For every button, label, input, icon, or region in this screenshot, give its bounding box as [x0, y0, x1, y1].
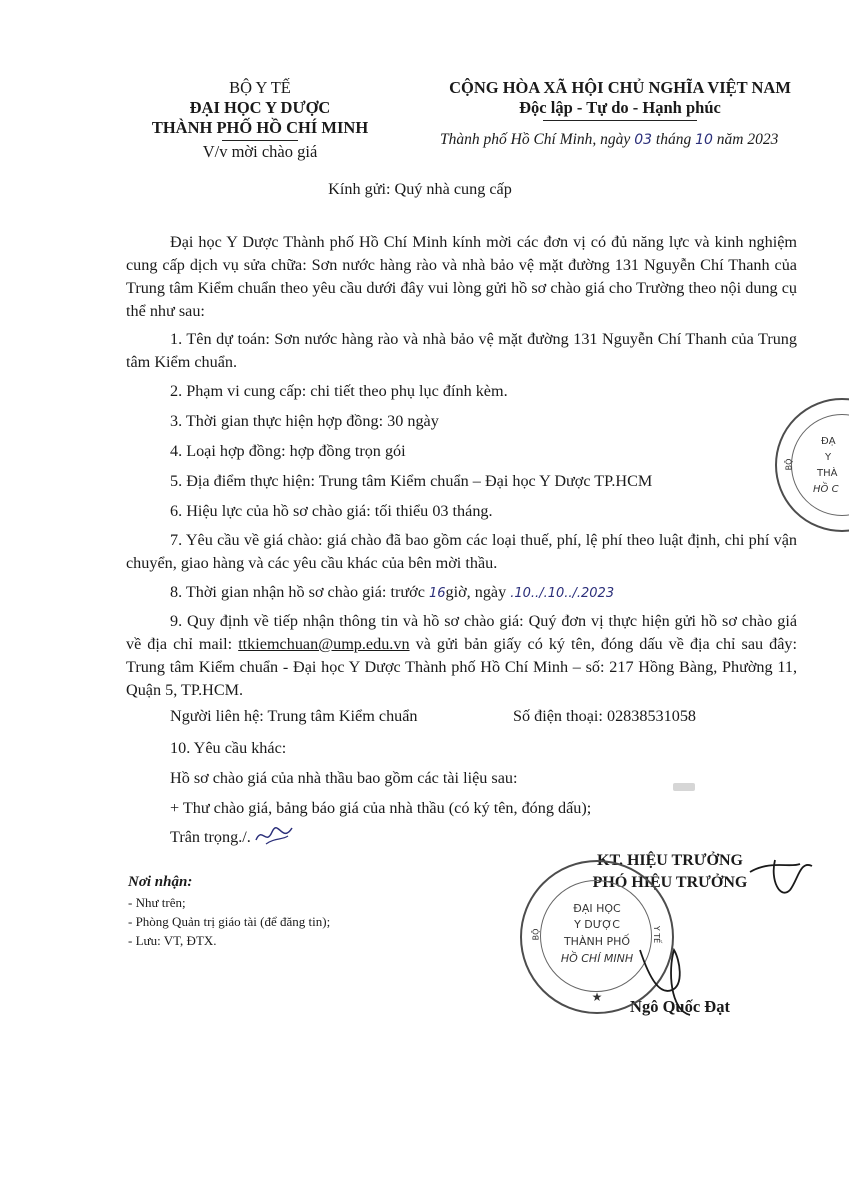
country-name: CỘNG HÒA XÃ HỘI CHỦ NGHĨA VIỆT NAM	[449, 78, 791, 97]
item-9-text-a: 9. Quy định về tiếp nhận thông tin và hồ sơ chào giá: Quý đơn vị thực hiện gửi hồ sơ chào giá về địa chỉ mail:	[126, 612, 797, 653]
date-year: năm 2023	[716, 131, 779, 148]
date-month-handwritten: 10	[695, 132, 713, 148]
item-8-mid: giờ, ngày	[445, 583, 507, 601]
header-divider-left	[222, 140, 298, 141]
stamp-line-4: HỒ CHÍ MINH	[560, 952, 634, 965]
stamp-right-text: Y TẾ	[652, 925, 662, 944]
recipient-line-3: - Lưu: VT, ĐTX.	[128, 933, 217, 948]
item-3: 3. Thời gian thực hiện hợp đồng: 30 ngày	[170, 412, 439, 430]
stamp-line-2: Y DƯỢC	[574, 918, 620, 931]
email-link[interactable]: ttkiemchuan@ump.edu.vn	[238, 635, 410, 653]
greeting: Kính gửi: Quý nhà cung cấp	[328, 180, 512, 198]
item-10-document: + Thư chào giá, bảng báo giá của nhà thầu (có ký tên, đóng dấu);	[170, 799, 592, 817]
edge-stamp-line-4: HỒ C	[813, 484, 839, 495]
stamp-line-1: ĐẠI HỌC	[573, 902, 621, 915]
item-8	[170, 581, 614, 605]
date-prefix: Thành phố Hồ Chí Minh, ngày	[440, 131, 631, 148]
item-8-prefix: 8. Thời gian nhận hồ sơ chào giá: trước	[170, 583, 425, 601]
signature-title-1: KT. HIỆU TRƯỞNG	[597, 852, 743, 869]
header-divider-right	[543, 120, 697, 121]
item-6: 6. Hiệu lực của hồ sơ chào giá: tối thiểu 03 tháng.	[170, 502, 493, 520]
recipient-line-1: - Như trên;	[128, 895, 186, 910]
item-10: 10. Yêu cầu khác:	[170, 739, 287, 757]
star-icon: ★	[591, 990, 603, 1004]
letter-subject: V/v mời chào giá	[202, 142, 318, 161]
edge-stamp-partial	[775, 398, 849, 532]
university-name-line2: THÀNH PHỐ HỒ CHÍ MINH	[151, 118, 369, 137]
item-10-requirement: Hồ sơ chào giá của nhà thầu bao gồm các tài liệu sau:	[170, 769, 518, 787]
contact-phone: Số điện thoại: 02838531058	[513, 707, 697, 725]
item-8-date-handwritten: .10../.10../.2023	[510, 586, 615, 601]
signature-scribble	[600, 850, 830, 1030]
item-5: 5. Địa điểm thực hiện: Trung tâm Kiểm chuẩn – Đại học Y Dược TP.HCM	[170, 472, 653, 490]
stamp-line-3: THÀNH PHỐ	[563, 935, 631, 948]
item-9-text-b: và gửi bản giấy có ký tên, đóng dấu về địa chỉ sau đây: Trung tâm Kiểm chuẩn - Đại học Y Dược Thành phố Hồ Chí Minh – số: 217 Hồng Bàng, Phường 11, Quận 5, TP.HCM.	[126, 635, 798, 699]
item-4: 4. Loại hợp đồng: hợp đồng trọn gói	[170, 442, 406, 460]
contact-person: Người liên hệ: Trung tâm Kiểm chuẩn	[170, 707, 418, 725]
ministry-name: BỘ Y TẾ	[229, 78, 291, 97]
edge-stamp-left-text: BỘ	[784, 458, 794, 471]
scan-smudge	[673, 783, 695, 791]
date-day-handwritten: 03	[634, 132, 653, 148]
edge-stamp-line-1: ĐẠ	[821, 436, 836, 447]
item-7: 7. Yêu cầu về giá chào: giá chào đã bao gồm các loại thuế, phí, lệ phí theo luật định, chi phí vận chuyển, giao hàng và các yêu cầu khác của bên mời thầu.	[126, 531, 797, 572]
item-2: 2. Phạm vi cung cấp: chi tiết theo phụ lục đính kèm.	[170, 382, 508, 400]
signatory-name: Ngô Quốc Đạt	[630, 997, 730, 1016]
edge-stamp-line-3: THÀ	[817, 468, 838, 479]
item-9	[126, 610, 797, 702]
signature-title-2: PHÓ HIỆU TRƯỞNG	[592, 874, 748, 891]
intro-paragraph: Đại học Y Dược Thành phố Hồ Chí Minh kính mời các đơn vị có đủ năng lực và kinh nghiệm cung cấp dịch vụ sửa chữa: Sơn nước hàng rào và nhà bảo vệ mặt đường 131 Nguyễn Chí Thanh của Trung tâm Kiểm chuẩn theo yêu cầu dưới đây vui lòng gửi hồ sơ chào giá cho Trường theo nội dung cụ thể như sau:	[126, 233, 797, 320]
recipient-line-2: - Phòng Quản trị giáo tài (để đăng tin);	[128, 914, 331, 929]
edge-stamp-inner-ring	[791, 414, 849, 516]
initials-scribble	[252, 822, 296, 848]
university-name-line1: ĐẠI HỌC Y DƯỢC	[189, 98, 331, 117]
recipients-title: Nơi nhận:	[128, 874, 193, 890]
document-date	[440, 131, 778, 149]
edge-stamp-line-2: Y	[825, 452, 832, 463]
national-motto: Độc lập - Tự do - Hạnh phúc	[519, 98, 721, 117]
item-1: 1. Tên dự toán: Sơn nước hàng rào và nhà bảo vệ mặt đường 131 Nguyễn Chí Thanh của Trung tâm Kiểm chuẩn.	[126, 330, 797, 371]
closing-remark: Trân trọng./.	[170, 828, 251, 846]
date-month-label: tháng	[655, 131, 692, 148]
stamp-left-text: BỘ	[531, 928, 541, 941]
item-8-hour-handwritten: 16	[428, 586, 446, 601]
